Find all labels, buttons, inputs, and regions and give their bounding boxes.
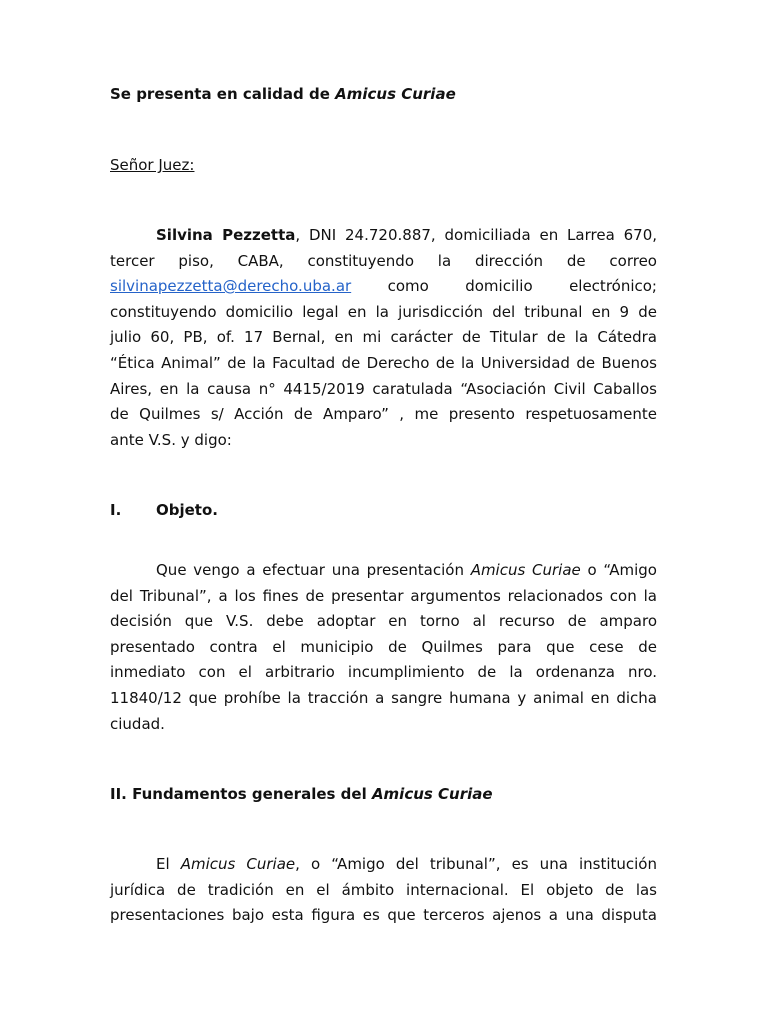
intro-paragraph	[110, 223, 657, 453]
section-2-heading	[110, 781, 493, 807]
salutation: Señor Juez:	[110, 156, 195, 174]
section-1-line-1: Que vengo a efectuar una presentación Amicus Curiae o “Amigo	[156, 561, 657, 579]
intro-line-7: Aires, en la causa n° 4415/2019 caratulada “Asociación Civil Caballos	[110, 379, 657, 398]
section-1-line-7: ciudad.	[110, 714, 165, 733]
section-1-number: I.	[110, 501, 122, 519]
document-title-emphasis: Amicus Curiae	[335, 85, 456, 103]
intro-line-9: ante V.S. y digo:	[110, 430, 232, 449]
section-2-title-emphasis: Amicus Curiae	[371, 785, 493, 803]
section-1-line-6: 11840/12 que prohíbe la tracción a sangre humana y animal en dicha	[110, 688, 657, 707]
section-1-heading	[110, 497, 218, 523]
section-2-line-2: jurídica de tradición en el ámbito internacional. El objeto de las	[110, 880, 657, 899]
intro-line-4: constituyendo domicilio legal en la jurisdicción del tribunal en 9 de	[110, 302, 657, 321]
intro-line-8: de Quilmes s/ Acción de Amparo” , me presento respetuosamente	[110, 405, 657, 424]
section-2-paragraph	[110, 852, 657, 929]
section-2-line-3: presentaciones bajo esta figura es que terceros ajenos a una disputa	[110, 906, 657, 925]
intro-line-2: tercer piso, CABA, constituyendo la dirección de correo	[110, 251, 657, 270]
section-1-line-4: presentado contra el municipio de Quilmes para que cese de	[110, 637, 657, 656]
document-title	[110, 81, 456, 107]
author-name: Silvina Pezzetta	[156, 226, 296, 244]
section-2-title: II. Fundamentos generales del	[110, 785, 372, 803]
email-link[interactable]: silvinapezzetta@derecho.uba.ar	[110, 277, 352, 296]
section-1-line-5: inmediato con el arbitrario incumplimiento de la ordenanza nro.	[110, 663, 657, 682]
document-title-prefix: Se presenta en calidad de	[110, 85, 336, 103]
section-1-title: Objeto.	[156, 501, 218, 519]
section-2-line-1: El Amicus Curiae, o “Amigo del tribunal”, es una institución	[156, 855, 657, 873]
intro-line-1: Silvina Pezzetta, DNI 24.720.887, domiciliada en Larrea 670,	[156, 226, 658, 244]
intro-line-6: “Ética Animal” de la Facultad de Derecho de la Universidad de Buenos	[110, 353, 657, 372]
intro-line-3: silvinapezzetta@derecho.uba.ar como domicilio electrónico;	[110, 277, 657, 296]
section-1-line-3: decisión que V.S. debe adoptar en torno al recurso de amparo	[110, 612, 657, 631]
intro-line-5: julio 60, PB, of. 17 Bernal, en mi carácter de Titular de la Cátedra	[110, 328, 657, 347]
section-1-line-2: del Tribunal”, a los fines de presentar argumentos relacionados con la	[110, 586, 657, 605]
section-1-paragraph	[110, 558, 657, 737]
